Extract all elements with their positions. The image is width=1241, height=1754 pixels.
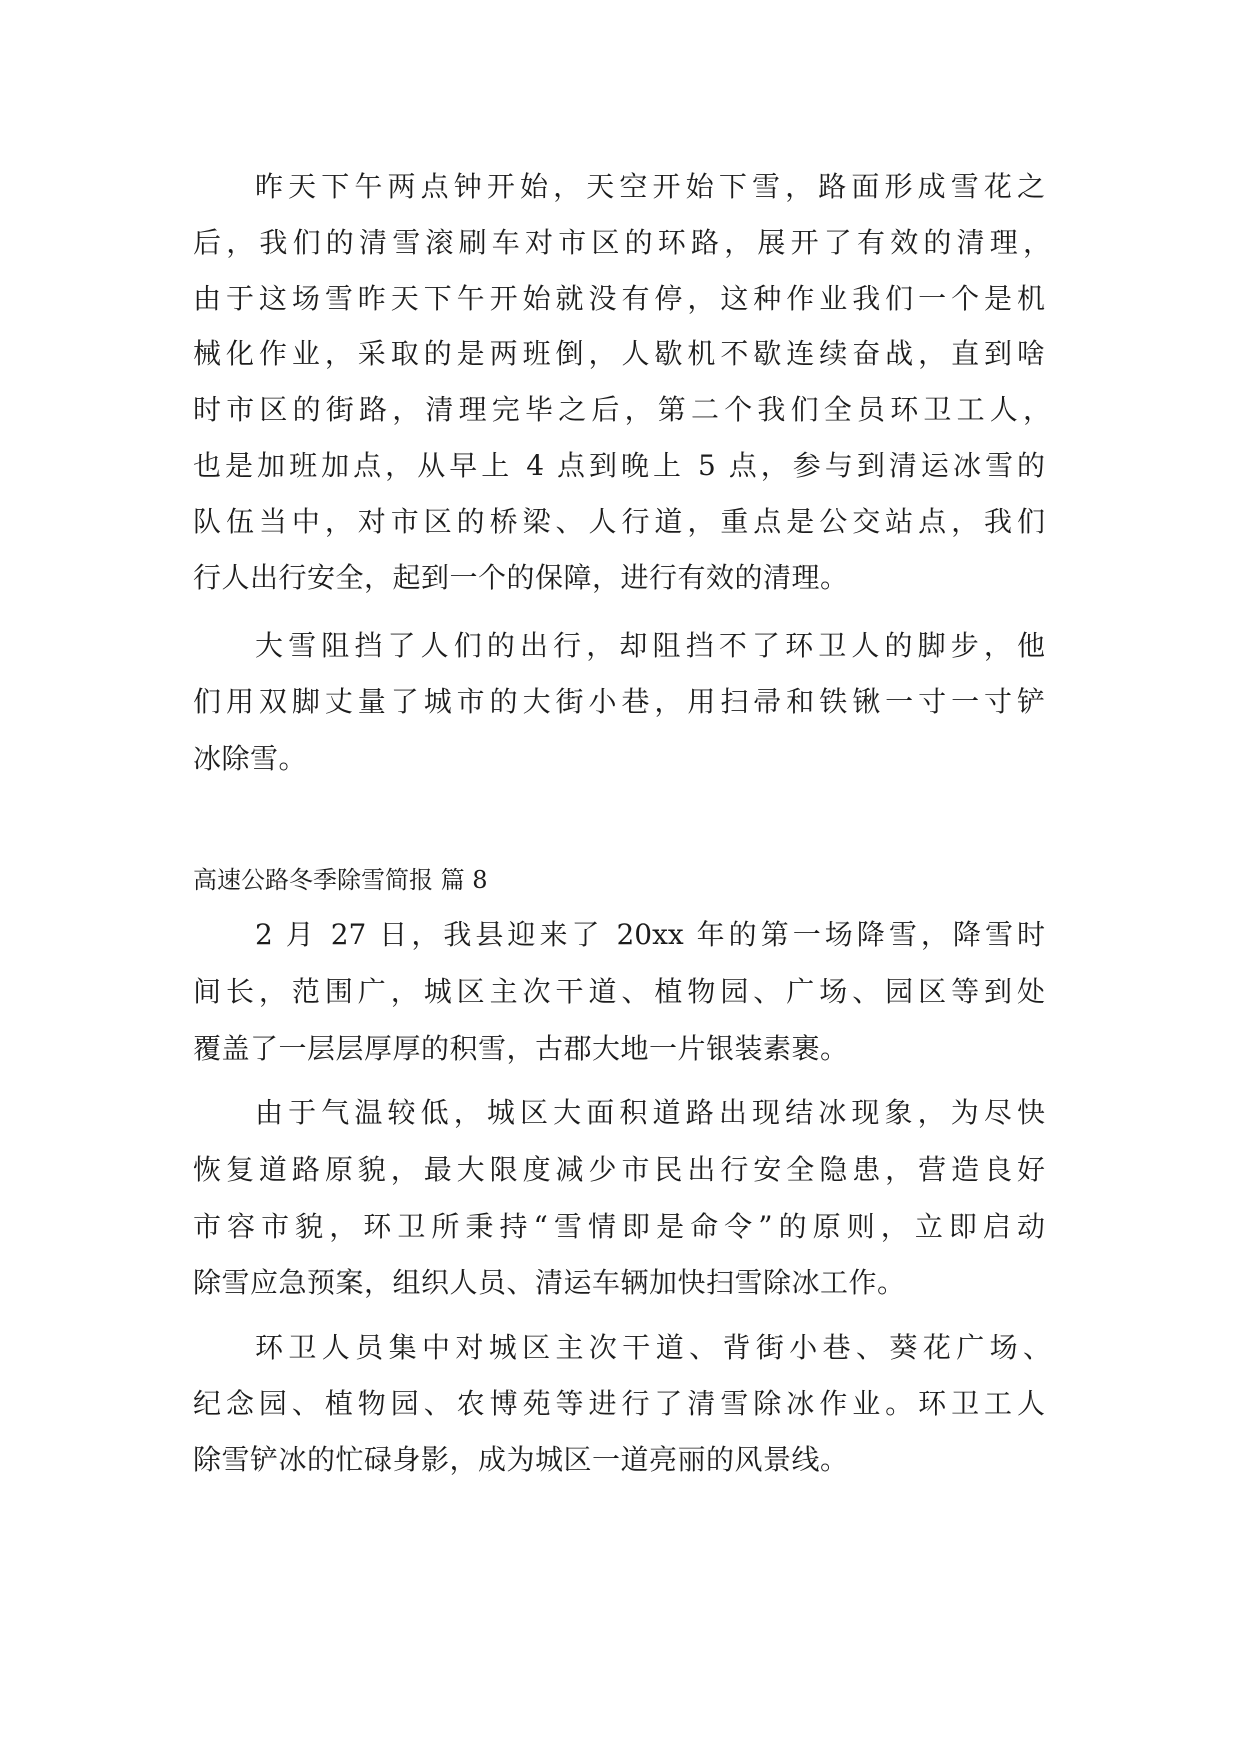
paragraph-line: 昨天下午两点钟开始，天空开始下雪，路面形成雪花之 bbox=[255, 170, 1045, 203]
paragraph-line: 纪念园、植物园、农博苑等进行了清雪除冰作业。环卫工人 bbox=[193, 1387, 1045, 1420]
paragraph-line: 也是加班加点，从早上 4 点到晚上 5 点，参与到清运冰雪的 bbox=[193, 449, 1045, 482]
paragraph-line: 时市区的街路，清理完毕之后，第二个我们全员环卫工人， bbox=[193, 393, 1051, 426]
paragraph-line: 后，我们的清雪滚刷车对市区的环路，展开了有效的清理， bbox=[193, 226, 1051, 259]
paragraph-line: 行人出行安全，起到一个的保障，进行有效的清理。 bbox=[193, 561, 849, 594]
paragraph-line: 间长，范围广，城区主次干道、植物园、广场、园区等到处 bbox=[193, 975, 1045, 1008]
paragraph-line: 由于气温较低，城区大面积道路出现结冰现象，为尽快 bbox=[255, 1096, 1045, 1129]
paragraph-line: 环卫人员集中对城区主次干道、背街小巷、葵花广场、 bbox=[255, 1331, 1051, 1364]
paragraph-line: 们用双脚丈量了城市的大街小巷，用扫帚和铁锹一寸一寸铲 bbox=[193, 685, 1045, 718]
paragraph-line: 除雪铲冰的忙碌身影，成为城区一道亮丽的风景线。 bbox=[193, 1443, 849, 1476]
paragraph-line: 械化作业，采取的是两班倒，人歇机不歇连续奋战，直到啥 bbox=[193, 337, 1045, 370]
paragraph-line: 除雪应急预案，组织人员、清运车辆加快扫雪除冰工作。 bbox=[193, 1266, 906, 1299]
paragraph-line: 覆盖了一层层厚厚的积雪，古郡大地一片银装素裹。 bbox=[193, 1032, 849, 1065]
paragraph-line: 冰除雪。 bbox=[193, 742, 308, 775]
paragraph-line: 市容市貌，环卫所秉持“雪情即是命令”的原则，立即启动 bbox=[193, 1210, 1045, 1243]
paragraph-line: 由于这场雪昨天下午开始就没有停，这种作业我们一个是机 bbox=[193, 282, 1045, 315]
paragraph-line: 恢复道路原貌，最大限度减少市民出行安全隐患，营造良好 bbox=[193, 1153, 1045, 1186]
paragraph-line: 队伍当中，对市区的桥梁、人行道，重点是公交站点，我们 bbox=[193, 505, 1045, 538]
paragraph-line: 大雪阻挡了人们的出行，却阻挡不了环卫人的脚步，他 bbox=[255, 629, 1045, 662]
section-heading: 高速公路冬季除雪简报 篇 8 bbox=[193, 866, 488, 894]
paragraph-line: 2 月 27 日，我县迎来了 20xx 年的第一场降雪，降雪时 bbox=[255, 918, 1045, 951]
